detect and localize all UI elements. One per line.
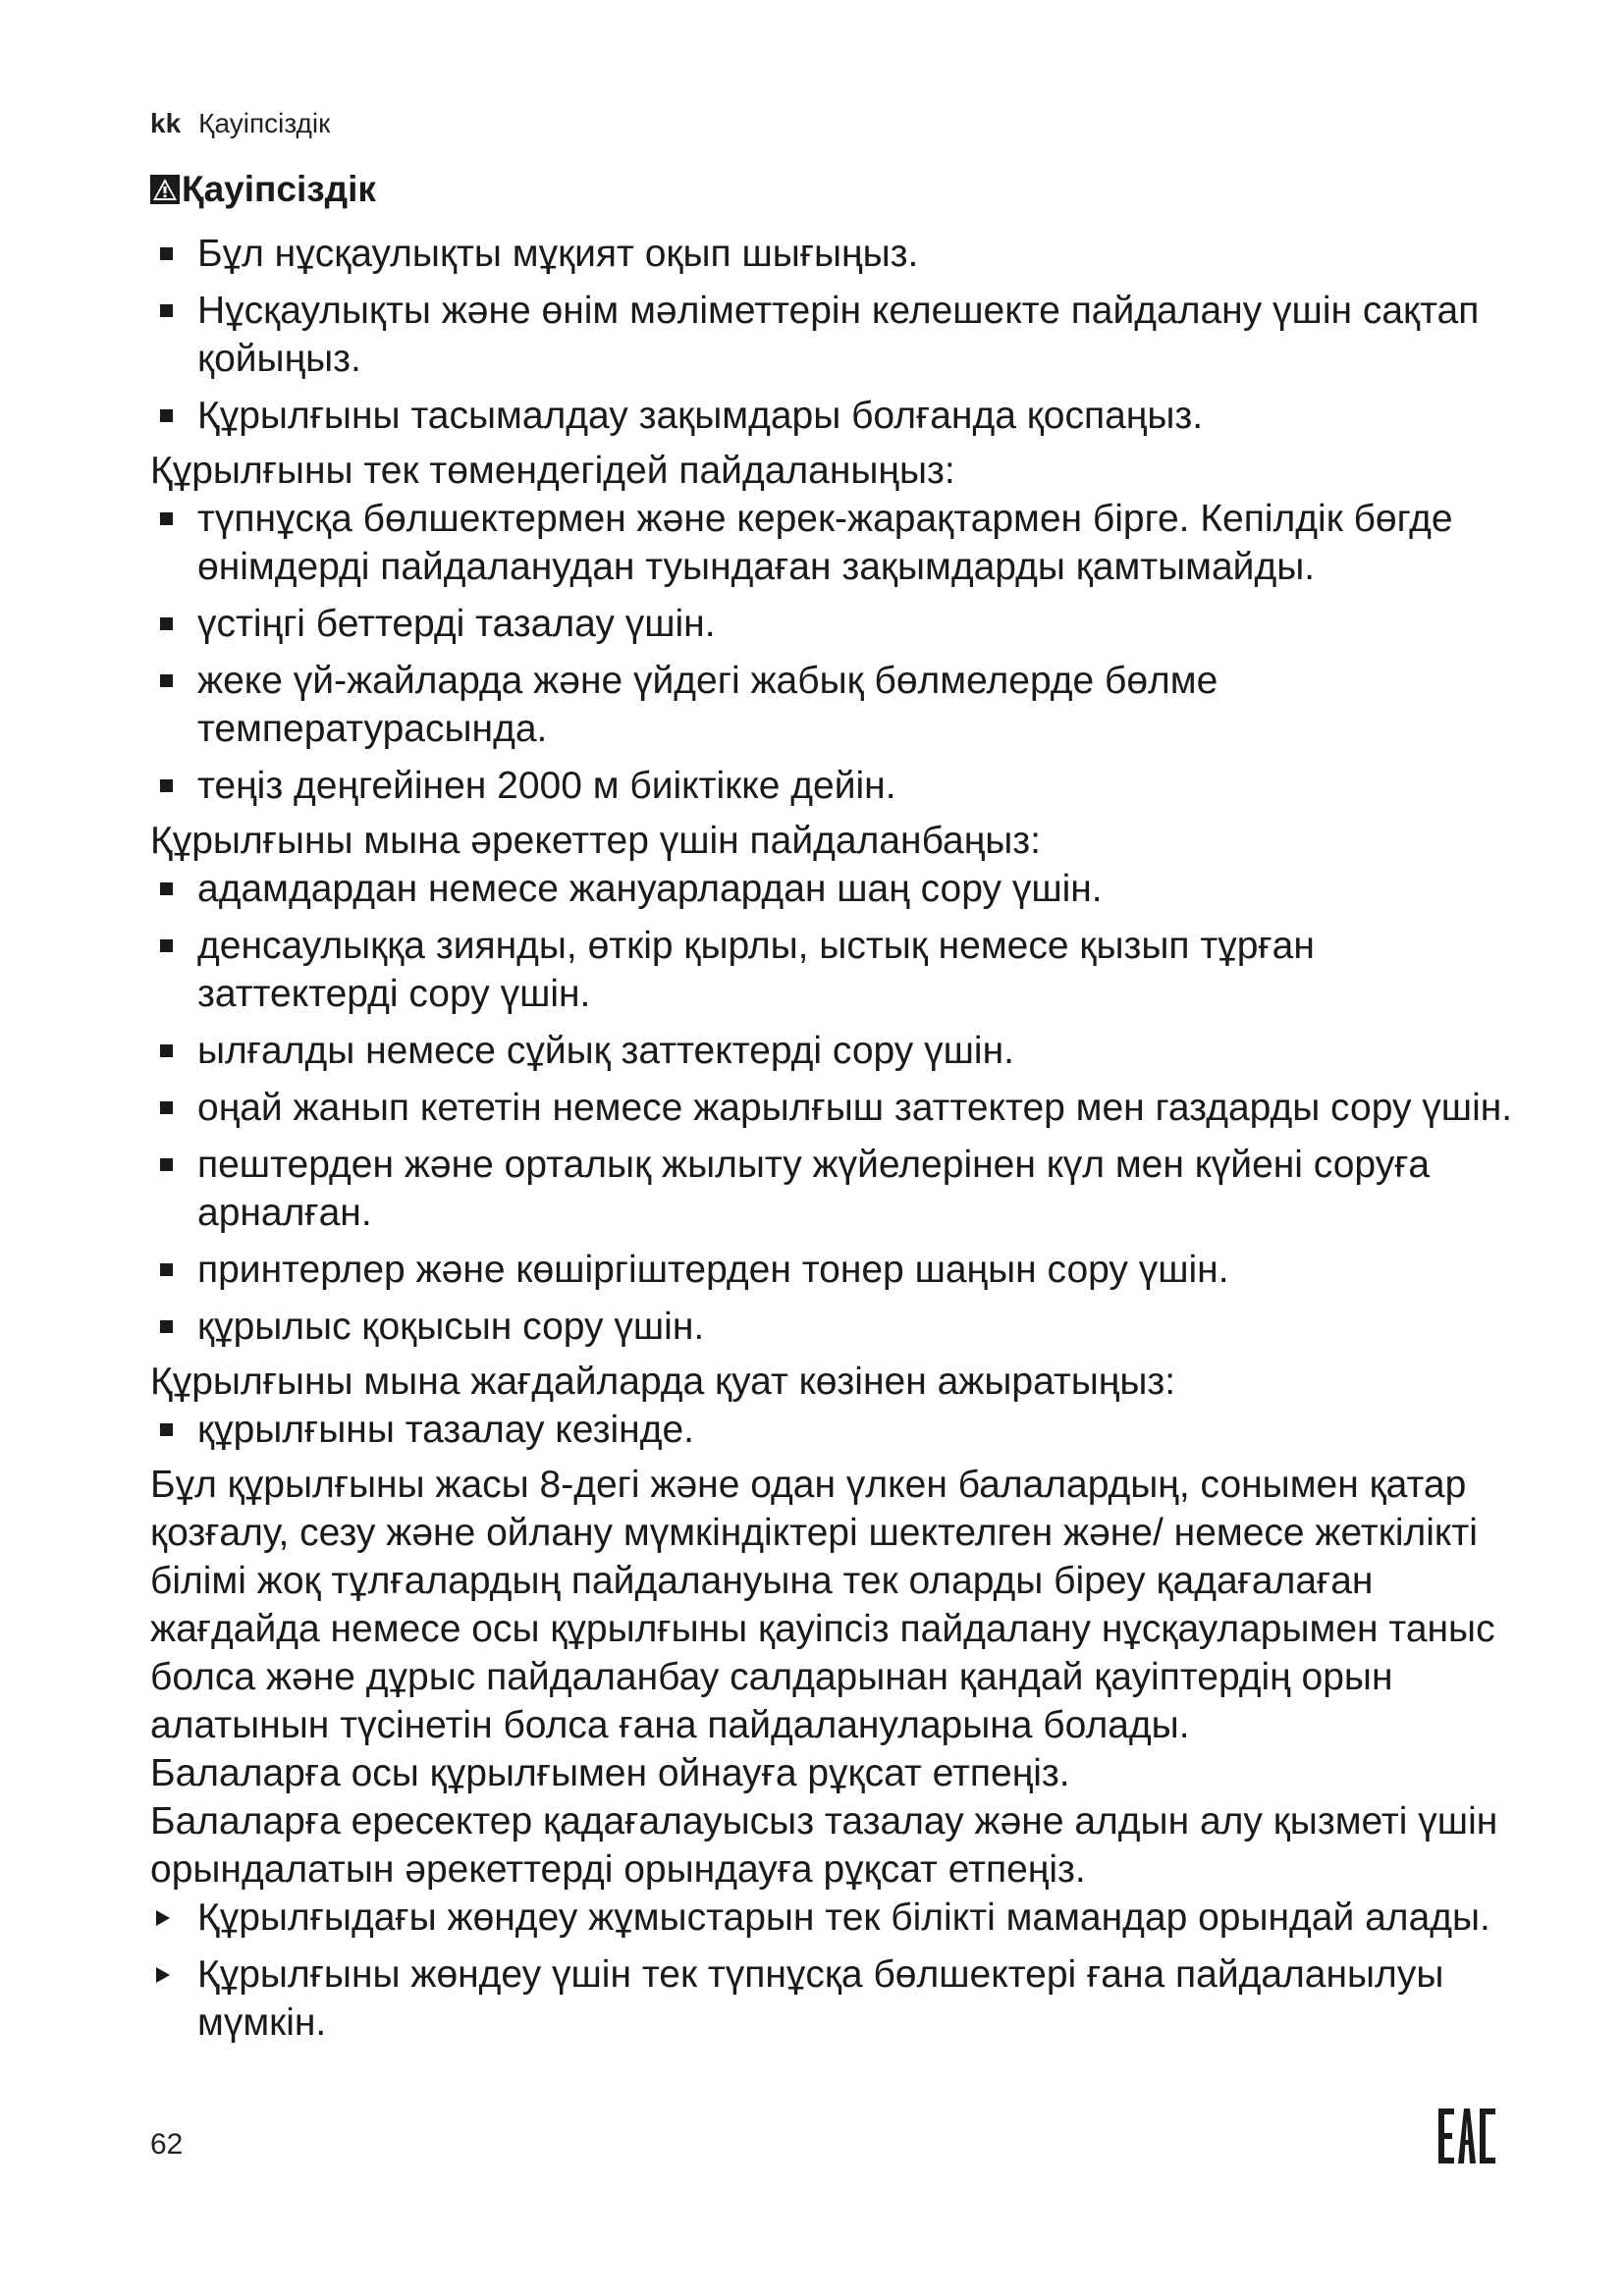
children-paragraph: Бұл құрылғыны жасы 8-дегі және одан үлкен балалардың, сонымен қатар қозғалу, сезу және ойлану мүмкіндіктері шектелген және/ немесе жеткілікті білімі жоқ тұлғалардың пайдалануына тек оларды біреу қадағалаған жағдайда немесе осы құрылғыны қауіпсіз пайдалану нұсқауларымен таныс болса және дұрыс пайдаланбау салдарынан қандай қауіптердің орын алатынын түсінетін болса ғана пайдалануларына болады. xyxy=(150,1464,1495,1746)
nouse-list xyxy=(150,865,1515,1351)
title-text: Қауіпсіздік xyxy=(182,169,376,209)
list-item: үстіңгі беттерді тазалау үшін. xyxy=(150,600,1515,648)
use-list xyxy=(150,495,1515,810)
list-item: адамдардан немесе жануарлардан шаң сору үшін. xyxy=(150,865,1515,913)
list-item: оңай жанып кететін немесе жарылғыш заттектер мен газдарды сору үшін. xyxy=(150,1084,1515,1132)
page-header xyxy=(150,108,330,139)
list-item: пештерден және орталық жылыту жүйелерінен күл мен күйені соруға арналған. xyxy=(150,1141,1515,1237)
list-item: денсаулыққа зиянды, өткір қырлы, ыстық немесе қызып тұрған заттектерді сору үшін. xyxy=(150,922,1515,1018)
list-item: Құрылғыдағы жөндеу жұмыстарын тек білікті мамандар орындай алады. xyxy=(150,1894,1515,1942)
list-item: Бұл нұсқаулықты мұқият оқып шығыңыз. xyxy=(150,230,1515,278)
list-item: жеке үй-жайларда және үйдегі жабық бөлмелерде бөлме температурасында. xyxy=(150,657,1515,753)
list-item: Құрылғыны тасымалдау зақымдары болғанда қоспаңыз. xyxy=(150,392,1515,440)
header-section: Қауіпсіздік xyxy=(198,108,331,138)
page-number: 62 xyxy=(150,2128,184,2161)
list-item: принтерлер және көшіргіштерден тонер шаңын сору үшін. xyxy=(150,1246,1515,1294)
children-clean-warning: Балаларға ересектер қадағалауысыз тазалау және алдын алу қызметі үшін орындалатын әрекеттерді орындауға рұқсат етпеңіз. xyxy=(150,1800,1498,1891)
page-title xyxy=(150,169,376,210)
list-item: түпнұсқа бөлшектермен және керек-жарақтармен бірге. Кепілдік бөгде өнімдерді пайдаланудан туындаған зақымдарды қамтымайды. xyxy=(150,495,1515,591)
eac-mark-icon xyxy=(1438,2109,1495,2163)
use-heading: Құрылғыны тек төмендегідей пайдаланыңыз: xyxy=(150,450,955,492)
repair-list xyxy=(150,1894,1515,2047)
language-code: kk xyxy=(150,108,182,138)
disconnect-heading: Құрылғыны мына жағдайларда қуат көзінен ажыратыңыз: xyxy=(150,1361,1176,1403)
disconnect-list xyxy=(150,1406,1515,1454)
list-item: құрылғыны тазалау кезінде. xyxy=(150,1406,1515,1454)
list-item: Нұсқаулықты және өнім мәліметтерін келешекте пайдалану үшін сақтап қойыңыз. xyxy=(150,287,1515,383)
intro-list xyxy=(150,230,1515,440)
list-item: құрылыс қоқысын сору үшін. xyxy=(150,1303,1515,1351)
list-item: теңіз деңгейінен 2000 м биіктікке дейін. xyxy=(150,762,1515,810)
children-play-warning: Балаларға осы құрылғымен ойнауға рұқсат етпеңіз. xyxy=(150,1752,1070,1794)
list-item: Құрылғыны жөндеу үшін тек түпнұсқа бөлшектері ғана пайдаланылуы мүмкін. xyxy=(150,1950,1515,2047)
list-item: ылғалды немесе сұйық заттектерді сору үшін. xyxy=(150,1027,1515,1075)
nouse-heading: Құрылғыны мына әрекеттер үшін пайдаланбаңыз: xyxy=(150,820,1041,862)
document-body xyxy=(150,230,1515,2047)
warning-icon xyxy=(150,175,180,204)
